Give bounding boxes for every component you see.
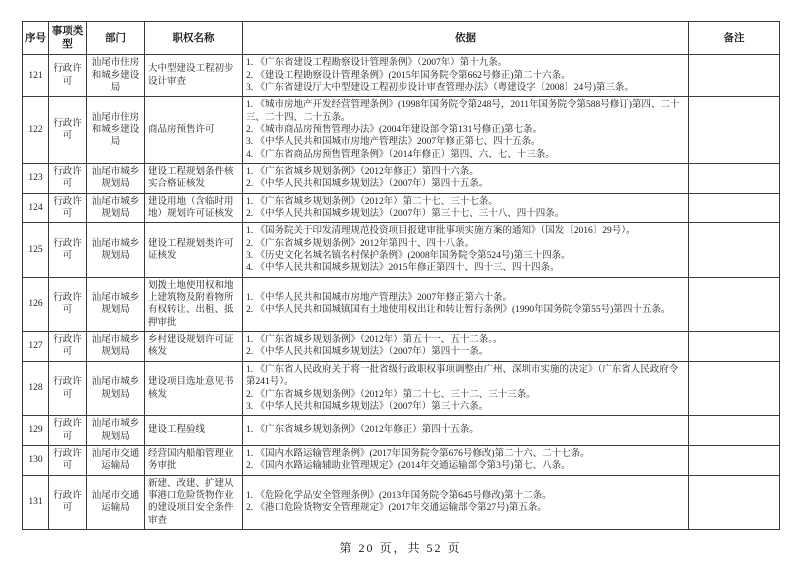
row-serial-number: 128	[23, 361, 49, 415]
row-remark	[689, 193, 780, 223]
table-row	[23, 361, 780, 415]
row-item-type: 行政许可	[49, 164, 87, 194]
row-department: 汕尾市交通运输局	[87, 475, 145, 529]
table-row	[23, 475, 780, 529]
row-remark	[689, 332, 780, 362]
row-legal-basis	[243, 223, 689, 277]
page-number-label: 第 20 页，共 52 页	[339, 540, 462, 555]
basis-line: 2. 《中华人民共和国城乡规划法》（2007年）第三十七、三十八、四十四条。	[246, 209, 565, 220]
basis-line: 1. 《广东省人民政府关于将一批省级行政职权事项调整由广州、深圳市实施的决定》（广东省人民政府令第241号）。	[246, 364, 679, 388]
basis-line: 1. 《广东省城乡规划条例》（2012年修正）第四十六条。	[246, 167, 479, 177]
row-serial-number: 129	[23, 416, 49, 446]
row-remark	[689, 97, 780, 164]
basis-line: 2. 《中华人民共和国城乡规划法》（2007年）第四十一条。	[246, 347, 489, 358]
row-authority-name: 建设工程规划条件核实合格证核发	[145, 164, 243, 194]
basis-line: 1. 《城市房地产开发经营管理条例》(1998年国务院令第248号，2011年国务院令第588号修订)第四、二十三、二十四、二十五条。	[246, 100, 680, 123]
basis-line: 3. 《中华人民共和国城市房地产管理法》2007年修正第七、四十五条。	[246, 137, 541, 148]
row-item-type: 行政许可	[49, 416, 87, 446]
row-authority-name: 经营国内船舶管理业务审批	[145, 445, 243, 475]
row-authority-name: 商品房预售许可	[145, 97, 243, 164]
basis-line: 1. 《国内水路运输管理条例》(2017年国务院令第676号修改)第二十六、二十七条。	[246, 448, 590, 459]
row-legal-basis	[243, 164, 689, 194]
row-department: 汕尾市城乡规划局	[87, 193, 145, 223]
basis-line: 1. 《广东省城乡规划条例》（2012年）第二十七、三十七条。	[246, 196, 498, 207]
row-authority-name: 新建、改建、扩建从事港口危险货物作业的建设项目安全条件审查	[145, 475, 243, 529]
row-item-type: 行政许可	[49, 445, 87, 475]
row-remark	[689, 277, 780, 331]
row-legal-basis	[243, 55, 689, 97]
basis-line: 1. 《广东省城乡规划条例》（2012年修正）第四十五条。	[246, 425, 479, 436]
table-body	[23, 55, 780, 530]
row-department: 汕尾市城乡规划局	[87, 223, 145, 277]
authority-table	[22, 21, 780, 530]
table-row	[23, 332, 780, 362]
row-legal-basis	[243, 332, 689, 362]
col-header-authority-name: 职权名称	[145, 22, 243, 55]
basis-line: 1. 《中华人民共和国城市房地产管理法》2007年修正第六十条。	[246, 293, 513, 304]
row-serial-number: 127	[23, 332, 49, 362]
row-remark	[689, 445, 780, 475]
table-row	[23, 445, 780, 475]
row-authority-name: 乡村建设规划许可证核发	[145, 332, 243, 362]
col-header-item-type: 事项类型	[49, 22, 87, 55]
col-header-serial-no: 序号	[23, 22, 49, 55]
basis-line: 2. 《港口危险货物安全管理规定》(2017年交通运输部令第27号)第五条。	[246, 503, 547, 514]
row-legal-basis	[243, 361, 689, 415]
row-legal-basis	[243, 445, 689, 475]
row-remark	[689, 55, 780, 97]
row-authority-name: 大中型建设工程初步设计审查	[145, 55, 243, 97]
row-department: 汕尾市住房和城乡建设局	[87, 97, 145, 164]
row-serial-number: 123	[23, 164, 49, 194]
row-department: 汕尾市交通运输局	[87, 445, 145, 475]
col-header-legal-basis: 依据	[243, 22, 689, 55]
table-row	[23, 416, 780, 446]
row-legal-basis	[243, 416, 689, 446]
basis-line: 2. 《中华人民共和国城乡规划法》（2007年）第四十五条。	[246, 179, 489, 190]
basis-line: 4. 《广东省商品房预售管理条例》（2014年修正）第四、六、七、十三条。	[246, 149, 555, 160]
row-authority-name: 建设用地（含临时用地）规划许可证核发	[145, 193, 243, 223]
basis-line: 1. 《国务院关于印发清理规范投资项目报建审批事项实施方案的通知》（国发〔2016〕29号）。	[246, 226, 636, 237]
row-authority-name: 建设工程规划类许可证核发	[145, 223, 243, 277]
row-remark	[689, 361, 780, 415]
row-serial-number: 125	[23, 223, 49, 277]
row-department: 汕尾市城乡规划局	[87, 164, 145, 194]
basis-line: 2. 《国内水路运输辅助业管理规定》(2014年交通运输部令第3号)第七、八条。	[246, 461, 571, 472]
row-item-type: 行政许可	[49, 193, 87, 223]
row-remark	[689, 416, 780, 446]
row-serial-number: 121	[23, 55, 49, 97]
document-page	[0, 21, 800, 565]
row-item-type: 行政许可	[49, 223, 87, 277]
basis-line: 2. 《城市商品房预售管理办法》(2004年建设部令第131号修正)第七条。	[246, 124, 543, 135]
row-serial-number: 130	[23, 445, 49, 475]
basis-line: 2. 《中华人民共和国城镇国有土地使用权出让和转让暂行条例》(1990年国务院令第55号)第四十五条。	[246, 305, 671, 316]
row-serial-number: 131	[23, 475, 49, 529]
row-department: 汕尾市城乡规划局	[87, 361, 145, 415]
row-item-type: 行政许可	[49, 55, 87, 97]
basis-line: 2. 《广东省城乡规划条例》（2012年）第二十七、三十二、三十三条。	[246, 389, 536, 400]
col-header-department: 部门	[87, 22, 145, 55]
row-department: 汕尾市城乡规划局	[87, 277, 145, 331]
table-header-row	[23, 22, 780, 55]
row-serial-number: 122	[23, 97, 49, 164]
row-serial-number: 124	[23, 193, 49, 223]
table-row	[23, 164, 780, 194]
row-legal-basis	[243, 475, 689, 529]
row-department: 汕尾市住房和城乡建设局	[87, 55, 145, 97]
row-remark	[689, 223, 780, 277]
row-item-type: 行政许可	[49, 332, 87, 362]
row-legal-basis	[243, 97, 689, 164]
row-authority-name: 划拨土地使用权和地上建筑物及附着物所有权转让、出租、抵押审批	[145, 277, 243, 331]
basis-line: 4. 《中华人民共和国城乡规划法》2015年修正第四十、四十三、四十四条。	[246, 263, 560, 274]
page-footer	[22, 539, 779, 556]
row-item-type: 行政许可	[49, 361, 87, 415]
row-department: 汕尾市城乡规划局	[87, 332, 145, 362]
row-authority-name: 建设项目选址意见书核发	[145, 361, 243, 415]
table-row	[23, 193, 780, 223]
row-item-type: 行政许可	[49, 475, 87, 529]
row-item-type: 行政许可	[49, 97, 87, 164]
basis-line: 3. 《历史文化名城名镇名村保护条例》(2008年国务院令第524号)第三十四条。	[246, 251, 571, 262]
row-remark	[689, 164, 780, 194]
basis-line: 1. 《广东省城乡规划条例》（2012年）第五十一、五十二条。。	[246, 335, 503, 346]
row-authority-name: 建设工程验线	[145, 416, 243, 446]
row-serial-number: 126	[23, 277, 49, 331]
table-row	[23, 97, 780, 164]
table-row	[23, 55, 780, 97]
table-row	[23, 277, 780, 331]
table-row	[23, 223, 780, 277]
row-legal-basis	[243, 277, 689, 331]
row-remark	[689, 475, 780, 529]
basis-line: 2. 《建设工程勘察设计管理条例》(2015年国务院令第662号修正)第二十六条。	[246, 70, 571, 81]
row-department: 汕尾市城乡规划局	[87, 416, 145, 446]
basis-line: 2. 《广东省城乡规划条例》2012年第四十、四十八条。	[246, 238, 475, 249]
row-legal-basis	[243, 193, 689, 223]
basis-line: 1. 《危险化学品安全管理条例》(2013年国务院令第645号修改)第十二条。	[246, 490, 552, 501]
basis-line: 3. 《中华人民共和国城乡规划法》（2007年）第三十六条。	[246, 401, 489, 412]
row-item-type: 行政许可	[49, 277, 87, 331]
col-header-remark: 备注	[689, 22, 780, 55]
basis-line: 1. 《广东省建设工程勘察设计管理条例》（2007年）第十九条。	[246, 58, 508, 69]
basis-line: 3. 《广东省建设厅大中型建设工程初步设计审查管理办法》（粤建设字〔2008〕24号)第三条。	[246, 82, 634, 93]
